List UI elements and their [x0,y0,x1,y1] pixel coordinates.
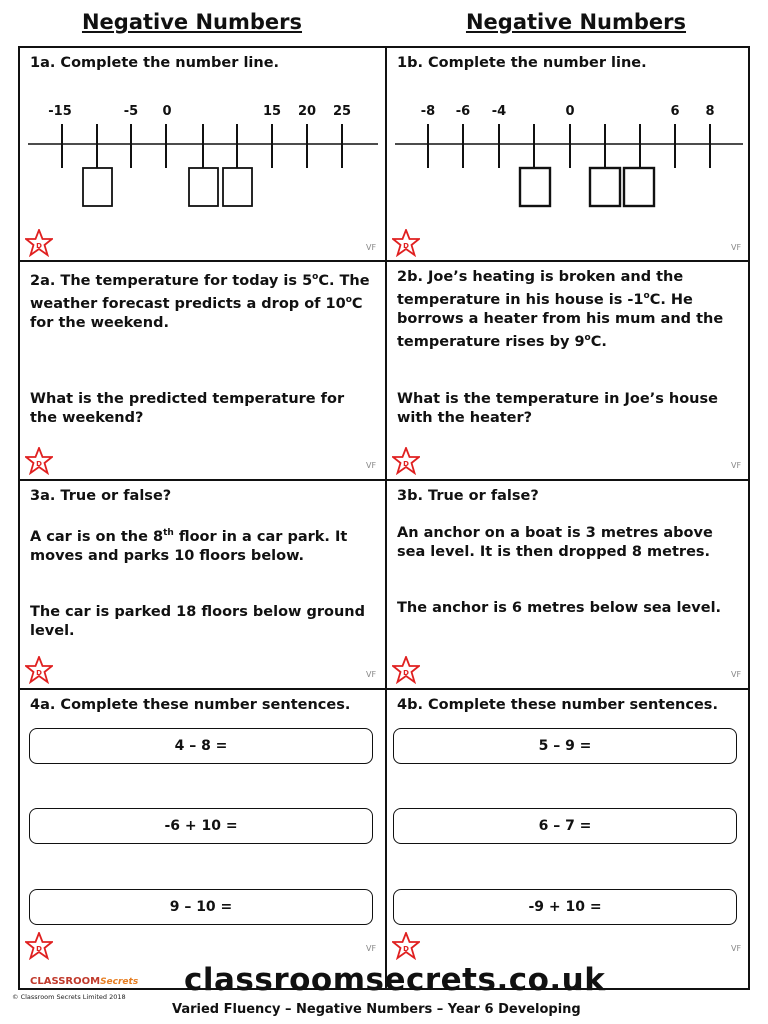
worksheet-subtitle: Varied Fluency – Negative Numbers – Year 6 Developing [172,1002,581,1017]
question-4b [387,690,752,730]
vf-mark: VF [366,461,377,470]
answer-box [624,168,654,206]
number-sentence[interactable]: -9 + 10 = [393,889,737,925]
answer-box [83,168,112,206]
number-line-1a [20,88,385,218]
tick-label: -8 [420,104,436,119]
question-3b-heading: 3b. True or false? [397,488,539,504]
answer-box [590,168,620,206]
number-sentence[interactable]: 5 – 9 = [393,728,737,764]
number-sentence[interactable]: 6 – 7 = [393,808,737,844]
question-2a [20,262,385,479]
website-url[interactable]: classroomsecrets.co.uk [184,962,606,998]
vf-mark: VF [731,243,742,252]
tick-label: 6 [670,104,680,119]
question-4b-heading: 4b. Complete these number sentences. [397,697,718,713]
tick-label: 8 [705,104,715,119]
svg-text:D: D [36,945,42,953]
vf-mark: VF [366,243,377,252]
developing-star-icon [25,447,53,475]
number-sentence[interactable]: 9 – 10 = [29,889,373,925]
question-1a-text: 1a. Complete the number line. [30,55,280,71]
svg-text:D: D [36,242,42,250]
developing-star-icon [25,932,53,960]
vf-mark: VF [731,670,742,679]
answer-box [223,168,252,206]
question-4a-heading: 4a. Complete these number sentences. [30,697,351,713]
vf-mark: VF [366,670,377,679]
vf-mark: VF [366,944,377,953]
question-2b-question: What is the temperature in Joe’s house with the heater? [397,390,718,426]
question-4a [20,690,385,730]
tick-label: -6 [455,104,471,119]
question-2a-text: 2a. The temperature for today is 5$^o$C. The weather forecast predicts a drop of 10$^o$C for the weekend. [30,272,370,331]
answer-box [520,168,550,206]
developing-star-icon [25,229,53,257]
svg-text:D: D [36,460,42,468]
tick-label: -4 [491,104,507,119]
page-title-right: Negative Numbers [465,10,687,34]
tick-label: -15 [48,104,72,119]
copyright-notice: © Classroom Secrets Limited 2018 [12,993,126,1001]
question-3b-statement: The anchor is 6 metres below sea level. [397,600,722,616]
developing-star-icon [392,656,420,684]
developing-star-icon [25,656,53,684]
worksheet-grid [18,46,750,990]
vf-mark: VF [731,461,742,470]
vf-mark: VF [731,944,742,953]
svg-text:D: D [403,460,409,468]
question-3b-body: An anchor on a boat is 3 metres above sea level. It is then dropped 8 metres. [397,525,713,560]
page-title-left: Negative Numbers [81,10,303,34]
tick-label: 20 [297,104,317,119]
question-2b [387,262,752,479]
tick-label: -5 [123,104,139,119]
svg-text:D: D [36,669,42,677]
question-2a-question: What is the predicted temperature for the weekend? [30,390,345,426]
svg-text:D: D [403,945,409,953]
developing-star-icon [392,229,420,257]
svg-text:D: D [403,669,409,677]
tick-label: 15 [262,104,282,119]
classroom-secrets-logo: CLASSROOMSecrets [30,976,139,987]
question-1b-text: 1b. Complete the number line. [397,55,647,71]
question-3b [387,481,752,688]
tick-label: 0 [565,104,575,119]
svg-text:D: D [403,242,409,250]
developing-star-icon [392,932,420,960]
number-line-1b [387,88,750,218]
question-3a-body: A car is on the 8th floor in a car park. It moves and parks 10 floors below. [30,528,348,564]
answer-box [189,168,218,206]
tick-label: 0 [162,104,172,119]
number-sentence[interactable]: -6 + 10 = [29,808,373,844]
developing-star-icon [392,447,420,475]
number-sentence[interactable]: 4 – 8 = [29,728,373,764]
question-3a [20,481,385,688]
tick-label: 25 [332,104,352,119]
question-2b-text: 2b. Joe’s heating is broken and the temperature in his house is -1$^o$C. He borrows a heater from his mum and the temperature rises by 9$^o$C. [397,269,724,350]
question-3a-statement: The car is parked 18 floors below ground level. [30,603,365,639]
question-3a-heading: 3a. True or false? [30,488,172,504]
